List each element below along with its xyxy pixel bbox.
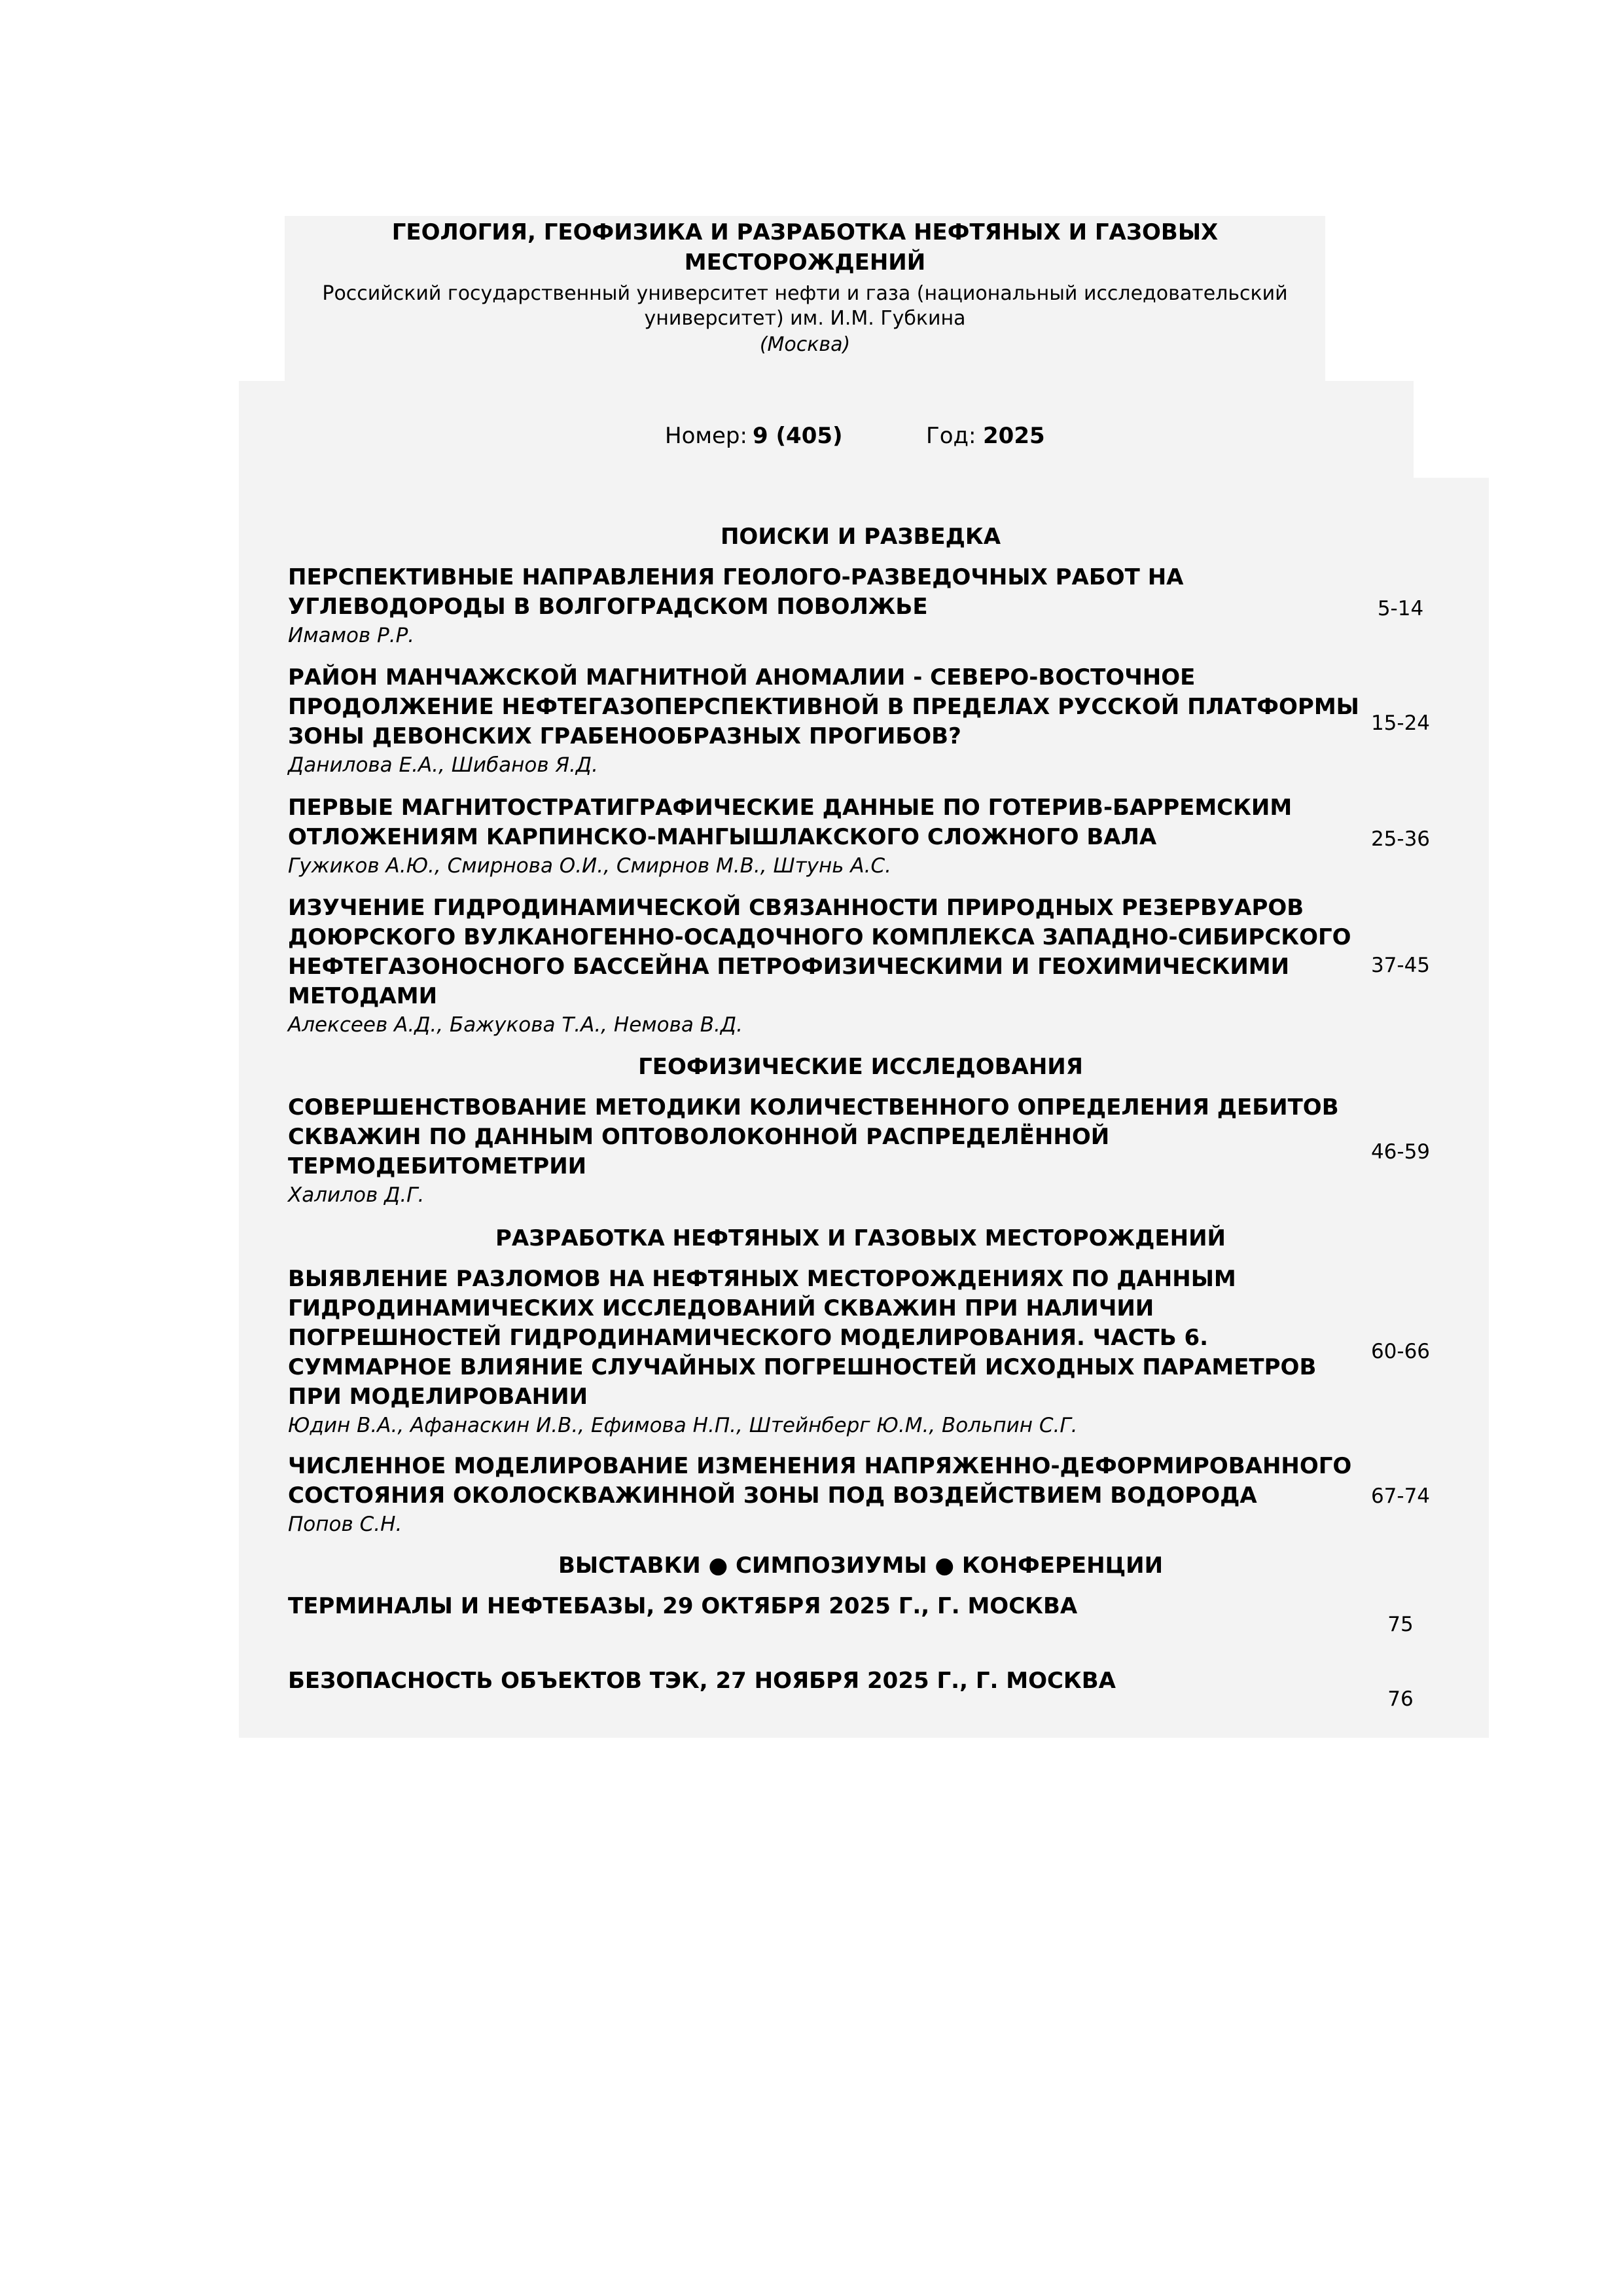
article-title-line: РАЙОН МАНЧАЖСКОЙ МАГНИТНОЙ АНОМАЛИИ - СЕВЕРО-ВОСТОЧНОЕ [288, 664, 1196, 691]
article-authors: Алексеев А.Д., Бажукова Т.А., Немова В.Д. [288, 1013, 743, 1037]
section-heading: ВЫСТАВКИ ● СИМПОЗИУМЫ ● КОНФЕРЕНЦИИ [558, 1552, 1164, 1579]
toc-article[interactable] [288, 1666, 1368, 1696]
journal-title-line2: МЕСТОРОЖДЕНИЙ [684, 249, 926, 276]
publisher-line1: Российский государственный университет нефти и газа (национальный исследовательский [322, 282, 1288, 305]
article-pages: 15-24 [1370, 711, 1431, 735]
article-title-line: ДОЮРСКОГО ВУЛКАНОГЕННО-ОСАДОЧНОГО КОМПЛЕКСА ЗАПАДНО-СИБИРСКОГО [288, 924, 1351, 950]
article-authors: Юдин В.А., Афанаскин И.В., Ефимова Н.П., Штейнберг Ю.М., Вольпин С.Г. [288, 1414, 1078, 1437]
section-heading: ПОИСКИ И РАЗВЕДКА [720, 524, 1001, 550]
article-title-line: СКВАЖИН ПО ДАННЫМ ОПТОВОЛОКОННОЙ РАСПРЕДЕЛЁННОЙ [288, 1124, 1110, 1150]
article-title-line: СУММАРНОЕ ВЛИЯНИЕ СЛУЧАЙНЫХ ПОГРЕШНОСТЕЙ ИСХОДНЫХ ПАРАМЕТРОВ [288, 1354, 1317, 1380]
article-pages: 60-66 [1370, 1340, 1431, 1363]
issue-year-value: 2025 [983, 423, 1045, 449]
toc-article[interactable] [288, 1452, 1368, 1538]
issue-number-label: Номер: [665, 423, 747, 449]
article-title-line: ВЫЯВЛЕНИЕ РАЗЛОМОВ НА НЕФТЯНЫХ МЕСТОРОЖДЕНИЯХ ПО ДАННЫМ [288, 1266, 1236, 1292]
article-title-line: НЕФТЕГАЗОНОСНОГО БАССЕЙНА ПЕТРОФИЗИЧЕСКИМИ И ГЕОХИМИЧЕСКИМИ [288, 954, 1290, 980]
article-pages: 37-45 [1370, 954, 1431, 977]
article-title-line: ПЕРВЫЕ МАГНИТОСТРАТИГРАФИЧЕСКИЕ ДАННЫЕ ПО ГОТЕРИВ-БАРРЕМСКИМ [288, 795, 1293, 821]
article-pages: 5-14 [1377, 597, 1424, 620]
article-title-line: ИЗУЧЕНИЕ ГИДРОДИНАМИЧЕСКОЙ СВЯЗАННОСТИ ПРИРОДНЫХ РЕЗЕРВУАРОВ [288, 895, 1304, 921]
section-heading: РАЗРАБОТКА НЕФТЯНЫХ И ГАЗОВЫХ МЕСТОРОЖДЕНИЙ [495, 1225, 1226, 1251]
toc-article[interactable] [288, 663, 1368, 779]
toc-article[interactable] [288, 1265, 1368, 1439]
article-authors: Данилова Е.А., Шибанов Я.Д. [288, 753, 598, 777]
article-title-line: ОТЛОЖЕНИЯМ КАРПИНСКО-МАНГЫШЛАКСКОГО СЛОЖНОГО ВАЛА [288, 824, 1157, 850]
toc-article[interactable] [288, 893, 1368, 1039]
article-title-line: СОВЕРШЕНСТВОВАНИЕ МЕТОДИКИ КОЛИЧЕСТВЕННОГО ОПРЕДЕЛЕНИЯ ДЕБИТОВ [288, 1094, 1339, 1121]
article-title-line: ЧИСЛЕННОЕ МОДЕЛИРОВАНИЕ ИЗМЕНЕНИЯ НАПРЯЖЕННО-ДЕФОРМИРОВАННОГО [288, 1453, 1352, 1479]
article-title-line: ПРИ МОДЕЛИРОВАНИИ [288, 1384, 588, 1410]
article-authors: Халилов Д.Г. [288, 1183, 425, 1207]
toc-article[interactable] [288, 1093, 1368, 1209]
publisher-line2: университет) им. И.М. Губкина [644, 307, 966, 330]
article-pages: 46-59 [1370, 1140, 1431, 1164]
article-title-line: МЕТОДАМИ [288, 983, 438, 1009]
toc-article[interactable] [288, 793, 1368, 880]
toc-article[interactable] [288, 1592, 1368, 1621]
article-title-line: СОСТОЯНИЯ ОКОЛОСКВАЖИННОЙ ЗОНЫ ПОД ВОЗДЕЙСТВИЕМ ВОДОРОДА [288, 1482, 1257, 1509]
toc-article[interactable] [288, 563, 1368, 649]
article-title-line: ПРОДОЛЖЕНИЕ НЕФТЕГАЗОПЕРСПЕКТИВНОЙ В ПРЕДЕЛАХ РУССКОЙ ПЛАТФОРМЫ [288, 694, 1359, 720]
issue-number-value: 9 (405) [753, 423, 843, 449]
article-title-line: ПОГРЕШНОСТЕЙ ГИДРОДИНАМИЧЕСКОГО МОДЕЛИРОВАНИЯ. ЧАСТЬ 6. [288, 1325, 1209, 1351]
article-authors: Имамов Р.Р. [288, 624, 415, 647]
article-authors: Гужиков А.Ю., Смирнова О.И., Смирнов М.В., Штунь А.С. [288, 854, 891, 878]
article-title-line: УГЛЕВОДОРОДЫ В ВОЛГОГРАДСКОМ ПОВОЛЖЬЕ [288, 594, 928, 620]
journal-title-line1: ГЕОЛОГИЯ, ГЕОФИЗИКА И РАЗРАБОТКА НЕФТЯНЫХ И ГАЗОВЫХ [391, 219, 1219, 245]
article-pages: 67-74 [1370, 1484, 1431, 1508]
publisher-city: (Москва) [759, 333, 851, 356]
section-heading: ГЕОФИЗИЧЕСКИЕ ИССЛЕДОВАНИЯ [638, 1054, 1083, 1080]
article-pages: 75 [1387, 1613, 1414, 1636]
article-title-line: ТЕРМОДЕБИТОМЕТРИИ [288, 1153, 587, 1179]
article-title-line: ПЕРСПЕКТИВНЫЕ НАПРАВЛЕНИЯ ГЕОЛОГО-РАЗВЕДОЧНЫХ РАБОТ НА [288, 564, 1184, 590]
article-authors: Попов С.Н. [288, 1513, 402, 1536]
article-title-line: БЕЗОПАСНОСТЬ ОБЪЕКТОВ ТЭК, 27 НОЯБРЯ 2025 Г., Г. МОСКВА [288, 1668, 1116, 1694]
article-title-line: ТЕРМИНАЛЫ И НЕФТЕБАЗЫ, 29 ОКТЯБРЯ 2025 Г., Г. МОСКВА [288, 1593, 1078, 1619]
issue-year-label: Год: [926, 423, 976, 449]
article-title-line: ГИДРОДИНАМИЧЕСКИХ ИССЛЕДОВАНИЙ СКВАЖИН ПРИ НАЛИЧИИ [288, 1295, 1154, 1321]
article-pages: 25-36 [1370, 827, 1431, 851]
article-pages: 76 [1387, 1687, 1414, 1711]
article-title-line: ЗОНЫ ДЕВОНСКИХ ГРАБЕНООБРАЗНЫХ ПРОГИБОВ? [288, 723, 961, 749]
